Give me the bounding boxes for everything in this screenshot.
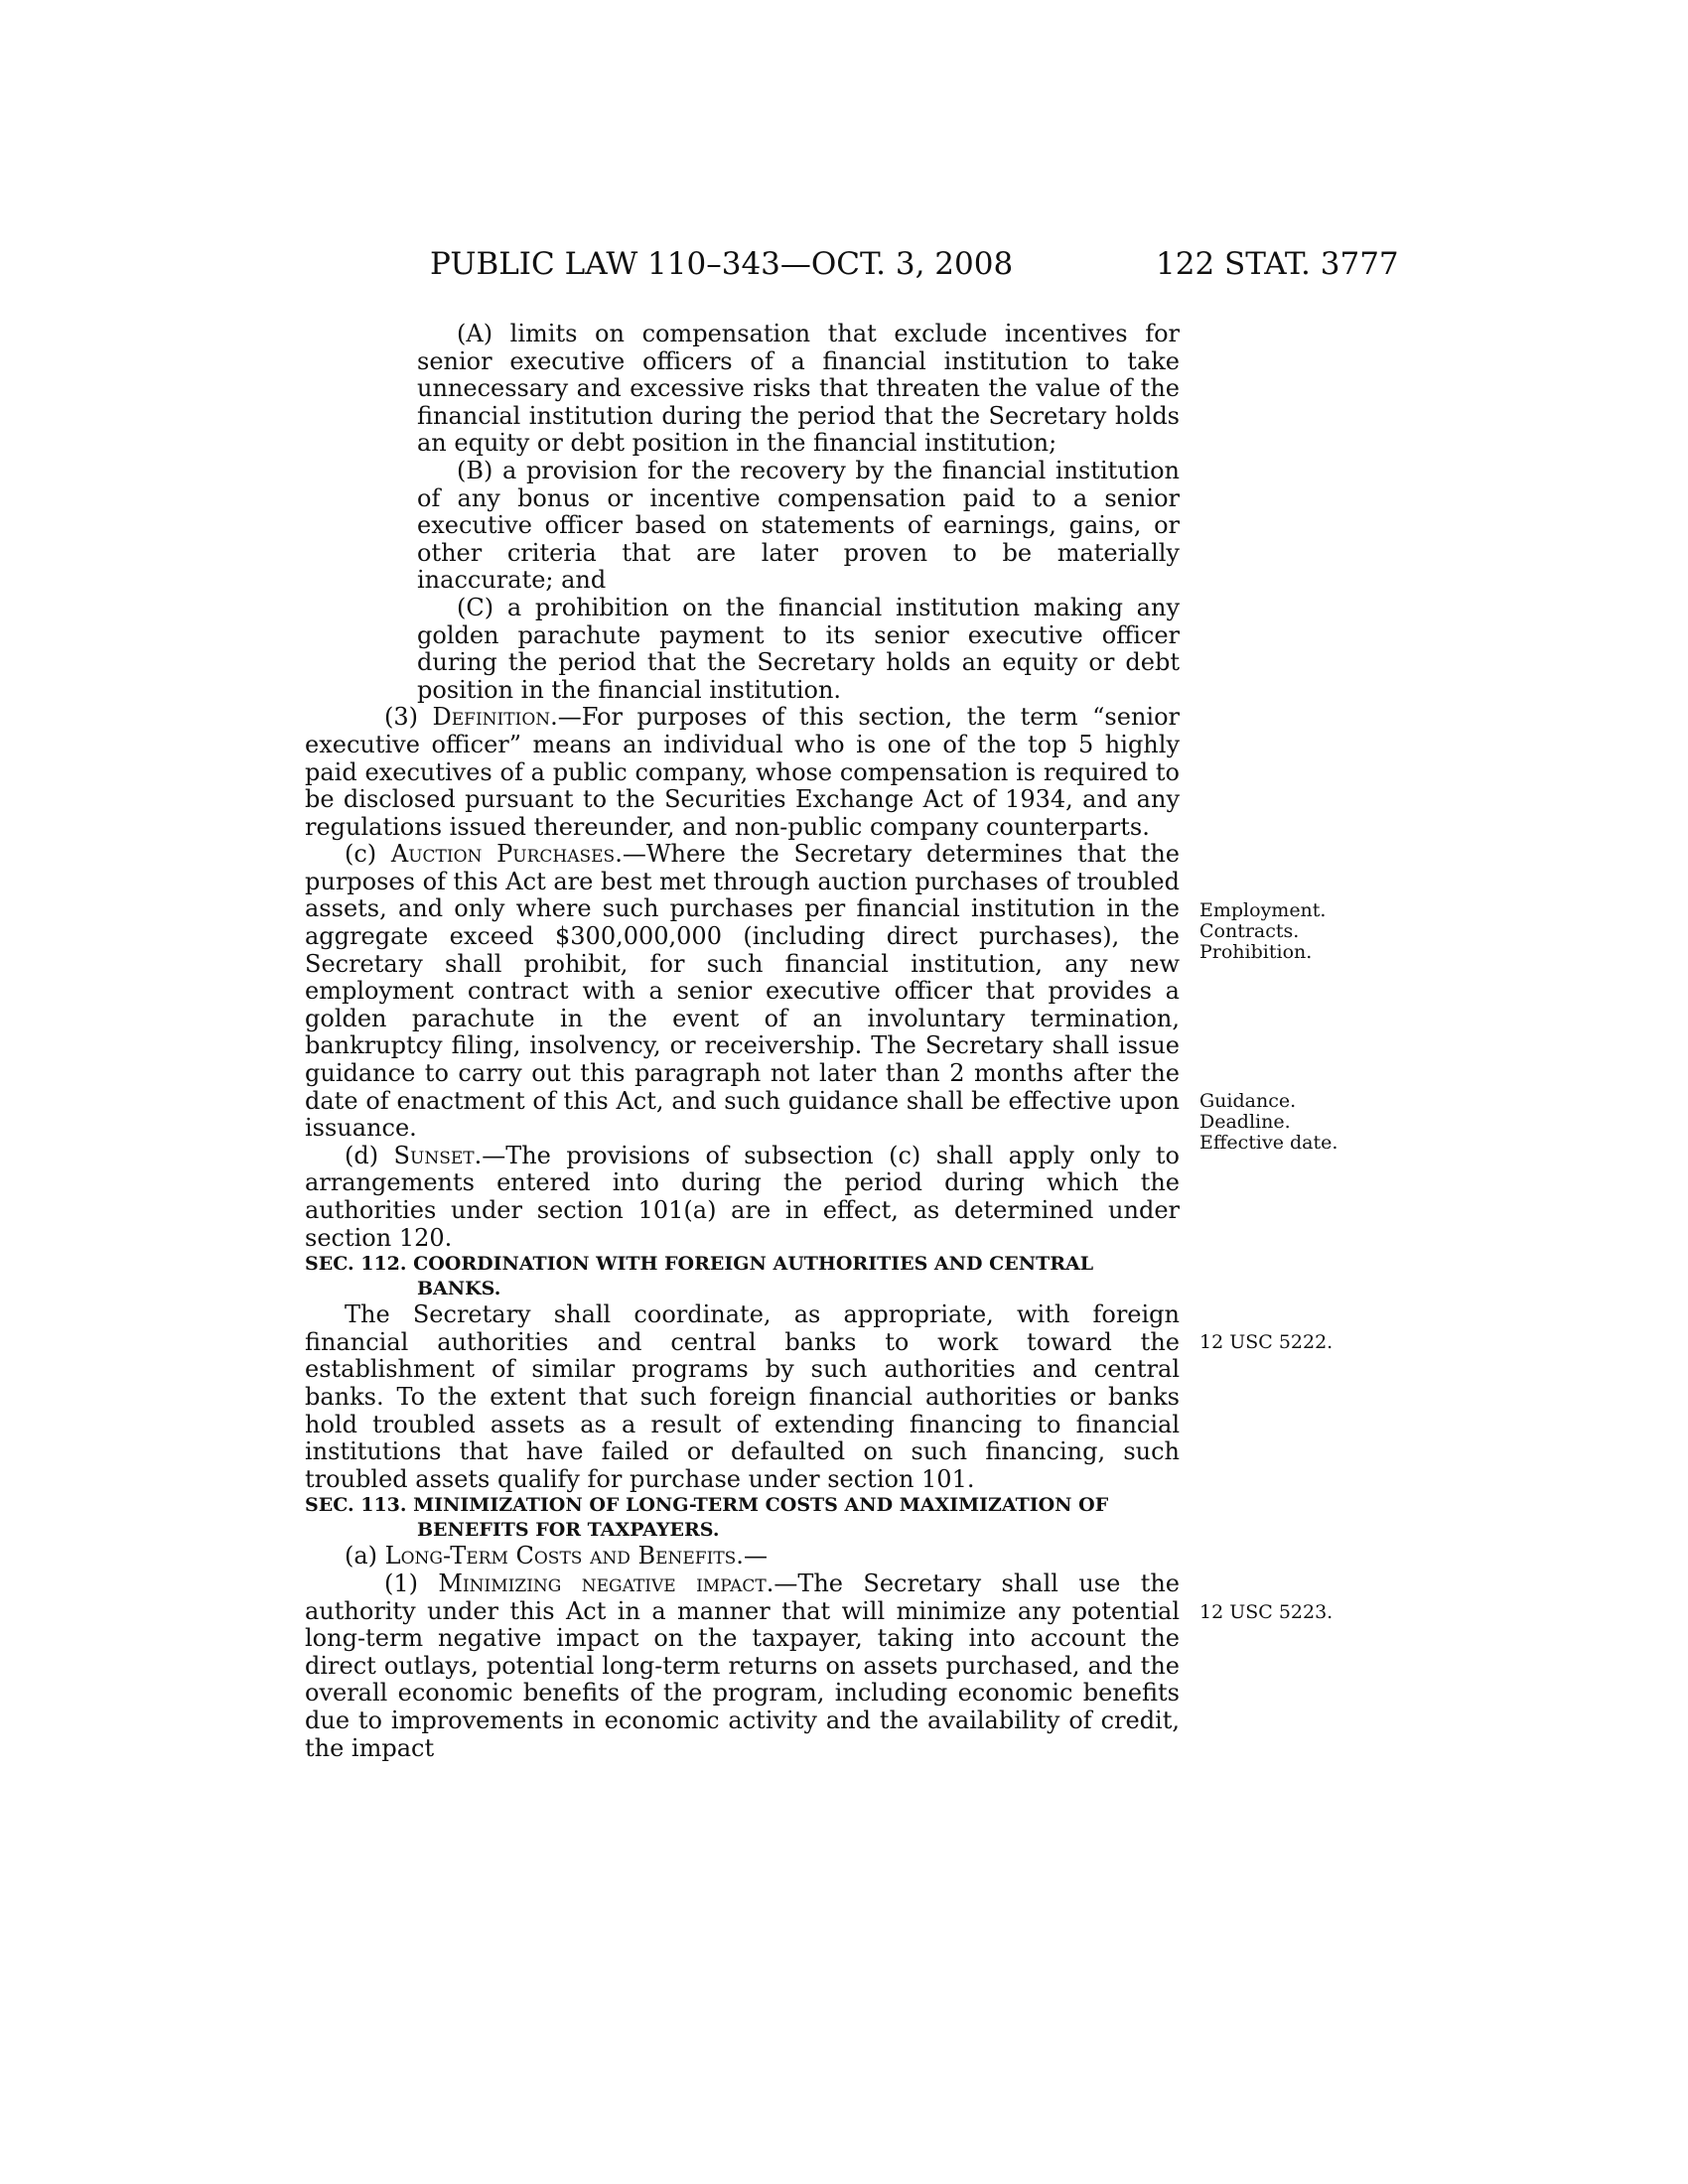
paragraph-1-minimizing xyxy=(305,1570,1180,1762)
margin-note-employment xyxy=(1199,900,1326,962)
margin-note-line: Deadline. xyxy=(1199,1110,1291,1133)
paragraph-3-heading: Definition. xyxy=(432,703,558,732)
subsection-d-sunset xyxy=(305,1143,1180,1252)
subsection-c-text: —Where the Secretary determines that the purposes of this Act are best met through auction purchases of troubled assets, and only where such purchases per financial institution in the aggregate exceed $300,000,000 (including direct purchases), the Secretary shall prohibit, for such financial institution, any new employment contract with a senior executive officer that provides a golden parachute in the event of an involuntary termination, bankruptcy filing, insolvency, or receivership. The Secretary shall issue guidance to carry out this paragraph not later than 2 months after the date of enactment of this Act, and such guidance shall be effective upon issuance. xyxy=(305,840,1181,1143)
subsection-c-heading: Auction Purchases. xyxy=(390,840,623,869)
subsection-d-text: —The provisions of subsection (c) shall apply only to arrangements entered into during the period during which the authorities under section 101(a) are in effect, as determined under section 120. xyxy=(305,1141,1180,1252)
subsection-a-dash: — xyxy=(743,1542,768,1570)
margin-note-line: Contracts. xyxy=(1199,919,1300,942)
paragraph-1-text: —The Secretary shall use the authority under this Act in a manner that will minimize any potential long-term negative impact on the taxpayer, taking into account the direct outlays, potential long-term returns on assets purchased, and the overall economic benefits of the program, including economic benefits due to improvements in economic activity and the availability of credit, the impact xyxy=(305,1569,1180,1762)
paragraph-1-number: (1) xyxy=(384,1569,439,1597)
subsection-d-heading: Sunset. xyxy=(393,1141,483,1169)
section-112-text: The Secretary shall coordinate, as appropriate, with foreign financial authorities and central banks to work toward the establishment of similar programs by such authorities and central banks. To the extent that such foreign financial authorities or banks hold troubled assets as a result of extending financing to financial institutions that have failed or defaulted on such financing, such troubled assets qualify for purchase under section 101. xyxy=(305,1300,1180,1493)
margin-note-guidance xyxy=(1199,1091,1337,1153)
paragraph-A: (A) limits on compensation that exclude incentives for senior executive officers of a financial institution to take unnecessary and excessive risks that threaten the value of the financial institution during the period that the Secretary holds an equity or debt position in the financial institution; xyxy=(417,320,1180,458)
subsection-d-number: (d) xyxy=(345,1141,394,1169)
running-header-title: PUBLIC LAW 110–343—OCT. 3, 2008 xyxy=(430,246,1014,282)
subsection-a-heading: Long-Term Costs and Benefits. xyxy=(384,1542,744,1570)
paragraph-3-number: (3) xyxy=(384,703,433,732)
margin-note-line: Employment. xyxy=(1199,899,1327,921)
paragraph-1-heading: Minimizing negative impact. xyxy=(438,1569,774,1597)
subsection-a-heading-line xyxy=(305,1543,1180,1570)
margin-note-usc-5223: 12 USC 5223. xyxy=(1199,1601,1334,1623)
page-stat-number: 122 STAT. 3777 xyxy=(1156,246,1399,282)
paragraph-3-definition xyxy=(305,704,1180,841)
section-112-heading: SEC. 112. COORDINATION WITH FOREIGN AUTHORITIES AND CENTRAL BANKS. xyxy=(305,1253,1094,1300)
margin-note-line: Effective date. xyxy=(1199,1131,1338,1154)
margin-note-usc-5222: 12 USC 5222. xyxy=(1199,1331,1334,1353)
subsection-c-number: (c) xyxy=(345,840,391,869)
margin-note-line: Prohibition. xyxy=(1199,940,1313,963)
subsection-a-number: (a) xyxy=(345,1542,385,1570)
margin-note-line: Guidance. xyxy=(1199,1090,1297,1112)
section-113-heading: SEC. 113. MINIMIZATION OF LONG-TERM COSTS AND MAXIMIZATION OF BENEFITS FOR TAXPAYERS. xyxy=(305,1494,1109,1542)
paragraph-C: (C) a prohibition on the financial institution making any golden parachute payment to its senior executive officer during the period that the Secretary holds an equity or debt position in the financial institution. xyxy=(417,593,1180,704)
statute-body xyxy=(305,321,1180,1762)
paragraph-B: (B) a provision for the recovery by the financial institution of any bonus or incentive compensation paid to a senior executive officer based on statements of earnings, gains, or other criteria that are later proven to be materially inaccurate; and xyxy=(417,456,1180,595)
subsection-c-auction-purchases xyxy=(305,841,1180,1143)
paragraph-3-text: —For purposes of this section, the term “senior executive officer” means an individual who is one of the top 5 highly paid executives of a public company, whose compensation is required to be disclosed pursuant to the Securities Exchange Act of 1934, and any regulations issued thereunder, and non-public company counterparts. xyxy=(305,703,1181,841)
